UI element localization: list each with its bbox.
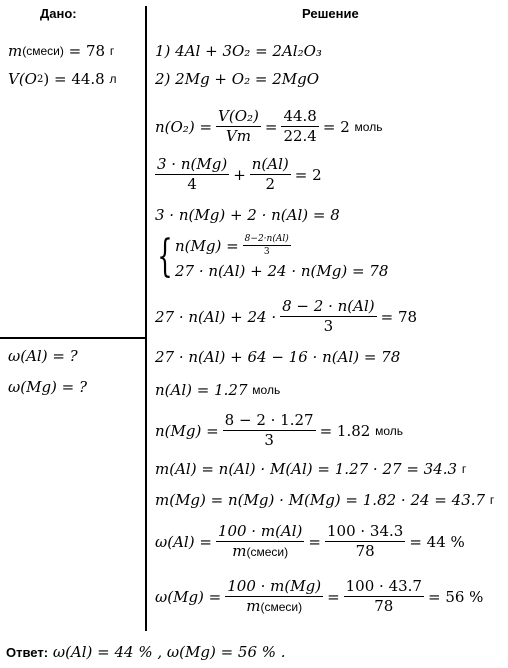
step-m-mg: m(Mg) = n(Mg) · M(Mg) = 1.82 · 24 = 43.7 г (155, 491, 495, 509)
step-n-mg: n(Mg) = $\frac{8 - 2 \cdot 1.27}{3}$ = 1.82 моль (155, 411, 404, 450)
solution-header: Решение (302, 6, 359, 21)
brace-icon: { (157, 230, 173, 282)
step-system: { n(Mg) = $\frac{8-2\cdot n(Al)}{3}$ 27 · n(Al) + 24 · n(Mg) = 78 (157, 230, 389, 282)
answer-line (6, 643, 286, 661)
answer-label: Ответ: (6, 645, 49, 660)
step-n-o2: n(O₂) = $\frac{\text{V(O₂)}}{Vm}$ = $\frac{44.8}{22.4}$ = 2 моль (155, 107, 383, 146)
step-expanded: 27 · n(Al) + 64 − 16 · n(Al) = 78 (155, 348, 401, 366)
horizontal-divider (0, 337, 146, 339)
step-reaction-1: 1) 4Al + 3O₂ = 2Al₂O₃ (155, 42, 322, 60)
step-oxygen-balance: $\frac{3 \cdot n(Mg)}{4}$ + $\frac{n(Al)}{2}$ = 2 (157, 155, 322, 194)
step-w-al: ω(Al) = $\frac{100 \cdot m(Al)}{\text{m(смеси)}}$ = $\frac{100 \cdot 34.3}{78}$ = 44 % (155, 522, 465, 561)
given-mass-mixture: m (смеси) = 78 г (8, 42, 115, 60)
step-substitution: 27 · n(Al) + 24 · $\frac{8 - 2 \cdot n(Al)}{3}$ = 78 (155, 297, 418, 336)
step-w-mg: ω(Mg) = $\frac{100 \cdot m(Mg)}{\text{m(смеси)}}$ = $\frac{100 \cdot 43.7}{78}$ = 56 % (155, 577, 484, 616)
step-m-al: m(Al) = n(Al) · M(Al) = 1.27 · 27 = 34.3 г (155, 460, 467, 478)
answer-text: ω(Al) = 44 % , ω(Mg) = 56 % . (52, 643, 286, 661)
given-header: Дано: (40, 6, 77, 21)
find-w-mg: ω(Mg) = ? (8, 378, 88, 396)
vertical-divider (145, 6, 147, 631)
step-n-al: n(Al) = 1.27 моль (155, 381, 281, 399)
find-w-al: ω(Al) = ? (8, 347, 78, 365)
step-linear-eq: 3 · n(Mg) + 2 · n(Al) = 8 (155, 206, 340, 224)
step-reaction-2: 2) 2Mg + O₂ = 2MgO (155, 70, 319, 88)
given-volume-o2: V(O 2 ) = 44.8 л (8, 70, 117, 88)
